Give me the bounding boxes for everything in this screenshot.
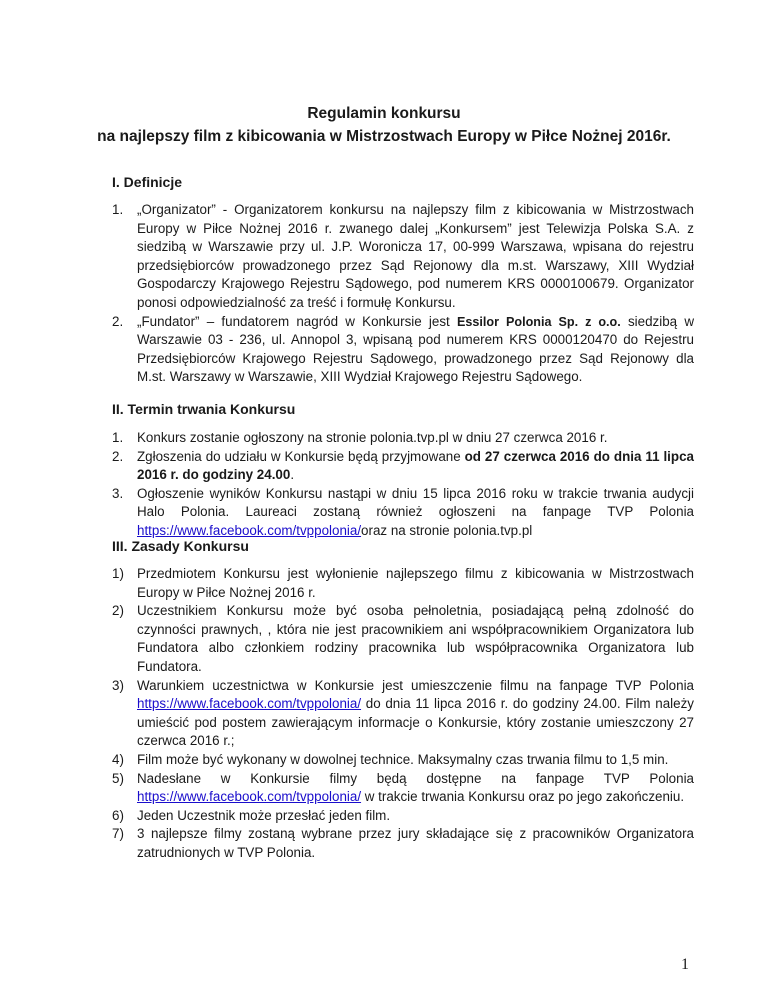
item-number: 2) xyxy=(112,603,124,619)
item-text: siedzibą w Warszawie 03 - 236, ul. Annopol 3, wpisaną pod numerem KRS 0000120470 do Rejestru Przedsiębiorców Krajowego Rejestru Sądowego, prowadzonego przez Sąd Rejonowy dla M.st. Warszawy w Warszawie, XIII Wydział Krajowego Rejestru Sądowego. xyxy=(137,313,694,385)
item-text: Jeden Uczestnik może przesłać jeden film. xyxy=(137,807,391,823)
item-text: Ogłoszenie wyników Konkursu nastąpi w dniu 15 lipca 2016 roku w trakcie trwania audycji Halo Polonia. Laureaci zostaną również ogłoszeni na fanpage TVP Polonia xyxy=(137,485,694,520)
list-item xyxy=(112,751,694,770)
item-text: . xyxy=(290,467,295,483)
item-number: 3) xyxy=(112,677,124,693)
item-text: Przedmiotem Konkursu jest wyłonienie najlepszego filmu z kibicowania w Mistrzostwach Europy w Piłce Nożnej 2016 r. xyxy=(137,566,694,600)
item-text: Warunkiem uczestnictwa w Konkursie jest umieszczenie filmu na fanpage TVP Polonia xyxy=(137,677,694,693)
list-item xyxy=(112,807,694,826)
list-item xyxy=(112,565,694,602)
facebook-link[interactable]: https://www.facebook.com/tvppolonia/ xyxy=(137,522,362,538)
item-text: Nadesłane w Konkursie filmy będą dostępne na fanpage TVP Polonia xyxy=(137,770,694,786)
item-text: do dnia 11 lipca 2016 r. do godziny 24.00. Film należy umieścić pod postem zawierającym informacje o Konkursie, który zostanie umieszczony 27 czerwca 2016 r.; xyxy=(137,696,694,749)
list-item xyxy=(112,825,694,862)
section-heading-duration: II. Termin trwania Konkursu xyxy=(112,401,296,417)
item-text: Uczestnikiem Konkursu może być osoba pełnoletnia, posiadającą pełną zdolność do czynności prawnych, , która nie jest pracownikiem ani współpracownikiem Organizatora lub Fundatora albo członkiem rodziny pracownika lub współpracownika Organizatora lub Fundatora. xyxy=(137,603,694,674)
item-bold-text: Essilor Polonia Sp. z o.o. xyxy=(457,314,621,329)
duration-list xyxy=(112,429,694,541)
item-number: 2. xyxy=(112,448,124,464)
item-number: 1. xyxy=(112,202,124,217)
item-text: w trakcie trwania Konkursu oraz po jego zakończeniu. xyxy=(361,789,685,805)
item-number: 6) xyxy=(112,807,124,823)
item-text: Film może być wykonany w dowolnej technice. Maksymalny czas trwania filmu to 1,5 min. xyxy=(137,751,669,767)
item-number: 4) xyxy=(112,751,124,767)
list-item xyxy=(112,485,694,541)
item-number: 7) xyxy=(112,826,124,842)
document-title xyxy=(0,102,768,148)
item-text: Konkurs zostanie ogłoszony na stronie polonia.tvp.pl w dniu 27 czerwca 2016 r. xyxy=(137,430,608,445)
item-text: „Fundator” – fundatorem nagród w Konkursie jest xyxy=(137,313,457,329)
list-item xyxy=(112,201,694,313)
facebook-link[interactable]: https://www.facebook.com/tvppolonia/ xyxy=(137,696,362,712)
item-text: oraz na stronie polonia.tvp.pl xyxy=(361,522,533,538)
section-heading-rules: III. Zasady Konkursu xyxy=(112,538,249,554)
item-number: 1) xyxy=(112,566,124,581)
list-item xyxy=(112,429,694,448)
section-heading-definitions: I. Definicje xyxy=(112,174,183,190)
item-text: 3 najlepsze filmy zostaną wybrane przez jury składające się z pracowników Organizatora zatrudnionych w TVP Polonia. xyxy=(137,826,694,860)
title-line-2: na najlepszy film z kibicowania w Mistrzostwach Europy w Piłce Nożnej 2016r. xyxy=(97,128,671,145)
rules-list xyxy=(112,565,694,863)
list-item xyxy=(112,448,694,485)
item-text: „Organizator” - Organizatorem konkursu na najlepszy film z kibicowania w Mistrzostwach Europy w Piłce Nożnej 2016 r. zwanego dalej „Konkursem” jest Telewizja Polska S.A. z siedzibą w Warszawie przy ul. J.P. Woronicza 17, 00-999 Warszawa, wpisana do rejestru przedsiębiorców prowadzonego przez Sąd Rejonowy dla m.st. Warszawy, XIII Wydział Gospodarczy Krajowego Rejestru Sądowego, pod numerem KRS 0000100679. Organizator ponosi odpowiedzialność za treść i formułę Konkursu. xyxy=(137,202,694,310)
list-item xyxy=(112,602,694,676)
item-bold-text: od 27 czerwca 2016 do dnia 11 lipca 2016 r. do godziny 24.00 xyxy=(137,448,694,483)
list-item xyxy=(112,313,694,387)
item-text: Zgłoszenia do udziału w Konkursie będą przyjmowane xyxy=(137,448,465,464)
item-number: 3. xyxy=(112,485,124,501)
list-item xyxy=(112,770,694,807)
definitions-list xyxy=(112,201,694,387)
item-number: 5) xyxy=(112,770,124,786)
item-number: 1. xyxy=(112,430,124,445)
facebook-link[interactable]: https://www.facebook.com/tvppolonia/ xyxy=(137,789,362,805)
item-number: 2. xyxy=(112,313,124,329)
page-number: 1 xyxy=(681,956,689,973)
title-line-1: Regulamin konkursu xyxy=(307,105,461,122)
list-item xyxy=(112,677,694,751)
